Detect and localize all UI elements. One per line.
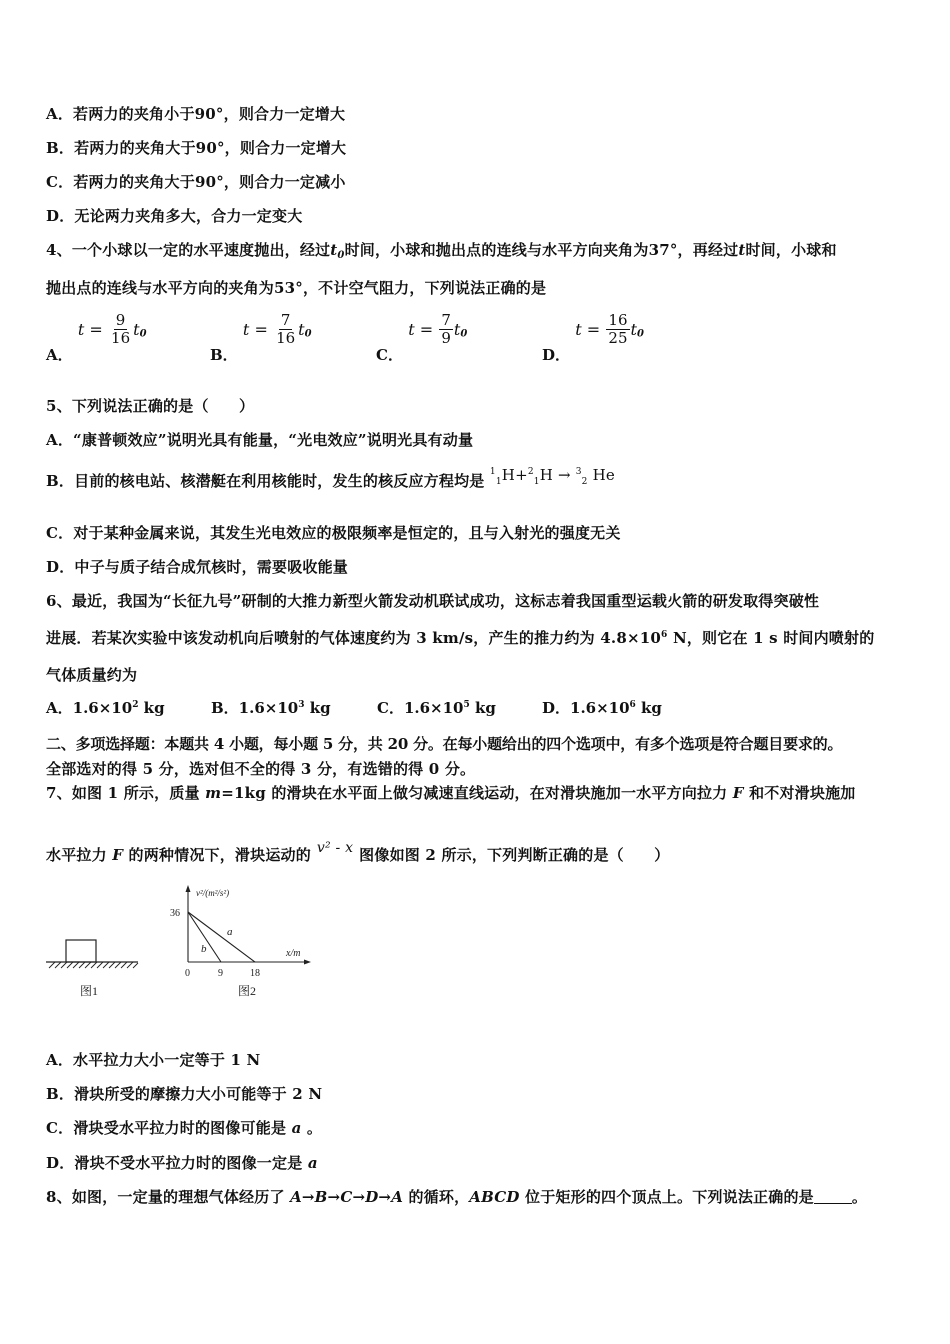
q7-option-d: D．滑块不受水平拉力时的图像一定是 a bbox=[46, 1154, 318, 1172]
q3-option-c: C．若两力的夹角大于90°，则合力一定减小 bbox=[46, 173, 346, 191]
q3-option-b: B．若两力的夹角大于90°，则合力一定增大 bbox=[46, 139, 347, 157]
q6-option-a: A．$1.6\times 10^2$ kg bbox=[46, 699, 165, 717]
section2-instructions-line1: 二、多项选择题：本题共 4 小题，每小题 5 分，共 20 分。在每小题给出的四个选项中，有多个选项是符合题目要求的。 bbox=[46, 735, 843, 753]
fig2-caption: 图2 bbox=[238, 984, 257, 998]
q6-stem-line2: 进展．若某次实验中该发动机向后喷射的气体速度约为 3 km/s，产生的推力约为 $4.8\times 10^6$ N，则它在 1 s 时间内喷射的 bbox=[46, 629, 875, 647]
x-axis-arrow-icon bbox=[304, 960, 311, 965]
q4-option-b: B． t = $\frac{7}{16}$ $t_0$ bbox=[210, 311, 312, 364]
q7-stem-line2: 水平拉力 F 的两种情况下，滑块运动的 v² - x 图像如图 2 所示，下列判断正确的是（ ） bbox=[46, 840, 670, 864]
figure1-block-on-ground bbox=[46, 940, 138, 998]
q3-option-a: A．若两力的夹角小于90°，则合力一定增大 bbox=[46, 105, 346, 123]
q4-stem-line2: 抛出点的连线与水平方向的夹角为53°，不计空气阻力，下列说法正确的是 bbox=[46, 279, 547, 297]
q5-stem: 5、下列说法正确的是（ ） bbox=[46, 397, 255, 415]
fig1-caption: 图1 bbox=[80, 984, 99, 998]
x-tick-0: 0 bbox=[185, 968, 190, 979]
q4-options bbox=[46, 311, 906, 364]
line-b-label: b bbox=[201, 943, 207, 955]
y-axis-label: v²/(m²/s²) bbox=[196, 888, 230, 898]
graph-line-a bbox=[188, 912, 255, 962]
q6-options bbox=[46, 697, 906, 719]
q6-stem-line1: 6、最近，我国为“长征九号”研制的大推力新型火箭发动机联试成功，这标志着我国重型运载火箭的研发取得突破性 bbox=[46, 592, 820, 610]
line-a-label: a bbox=[227, 926, 233, 938]
sliding-block bbox=[66, 940, 96, 962]
q7-option-c: C．滑块受水平拉力时的图像可能是 a 。 bbox=[46, 1119, 323, 1137]
y-tick-36: 36 bbox=[170, 908, 180, 919]
q4-stem-line1: 4、一个小球以一定的水平速度抛出，经过$t_0$时间，小球和抛出点的连线与水平方向夹角为37°，再经过t时间，小球和 bbox=[46, 241, 837, 261]
section2-instructions-line2: 全部选对的得 5 分，选对但不全的得 3 分，有选错的得 0 分。 bbox=[46, 760, 476, 778]
q3-option-d: D．无论两力夹角多大，合力一定变大 bbox=[46, 207, 303, 225]
q7-figures bbox=[40, 882, 330, 1004]
q5-option-c: C．对于某种金属来说，其发生光电效应的极限频率是恒定的，且与入射光的强度无关 bbox=[46, 524, 621, 542]
q4-option-d: D． t = $\frac{16}{25}$ $t_0$ bbox=[542, 311, 644, 364]
answer-blank bbox=[814, 1189, 852, 1204]
q7-stem-line1: 7、如图 1 所示，质量 m=1kg 的滑块在水平面上做匀减速直线运动，在对滑块施加一水平方向拉力 F 和不对滑块施加 bbox=[46, 784, 856, 802]
q6-option-d: D．$1.6\times 10^6$ kg bbox=[542, 699, 662, 717]
figure2-v2-x-graph bbox=[170, 885, 311, 998]
q6-stem-line3: 气体质量约为 bbox=[46, 666, 138, 684]
q7-option-a: A．水平拉力大小一定等于 1 N bbox=[46, 1051, 261, 1069]
q6-option-c: C．$1.6\times 10^5$ kg bbox=[377, 699, 496, 717]
q5-option-d: D．中子与质子结合成氘核时，需要吸收能量 bbox=[46, 558, 349, 576]
y-axis-arrow-icon bbox=[186, 885, 191, 892]
nuclear-reaction: $^1_1$H+$^2_1$H → $^3_2$ He bbox=[489, 466, 615, 487]
q6-option-b: B．$1.6\times 10^3$ kg bbox=[211, 699, 331, 717]
x-axis-label: x/m bbox=[286, 948, 301, 959]
q7-option-b: B．滑块所受的摩擦力大小可能等于 2 N bbox=[46, 1085, 323, 1103]
ground-hatching bbox=[49, 962, 138, 968]
q5-option-b: B．目前的核电站、核潜艇在利用核能时，发生的核反应方程均是 $^1_1$H+$^2_1$H → $^3_2$ He bbox=[46, 466, 615, 490]
q4-option-a: A． t = $\frac{9}{16}$ $t_0$ bbox=[46, 311, 147, 364]
q4-option-c: C． t = $\frac{7}{9}$ $t_0$ bbox=[376, 311, 468, 364]
x-tick-9: 9 bbox=[218, 968, 223, 979]
x-tick-18: 18 bbox=[250, 968, 260, 979]
q8-stem: 8、如图，一定量的理想气体经历了 A→B→C→D→A 的循环，ABCD 位于矩形的四个顶点上。下列说法正确的是 。 bbox=[46, 1188, 868, 1206]
q5-option-a: A．“康普顿效应”说明光具有能量，“光电效应”说明光具有动量 bbox=[46, 431, 474, 449]
